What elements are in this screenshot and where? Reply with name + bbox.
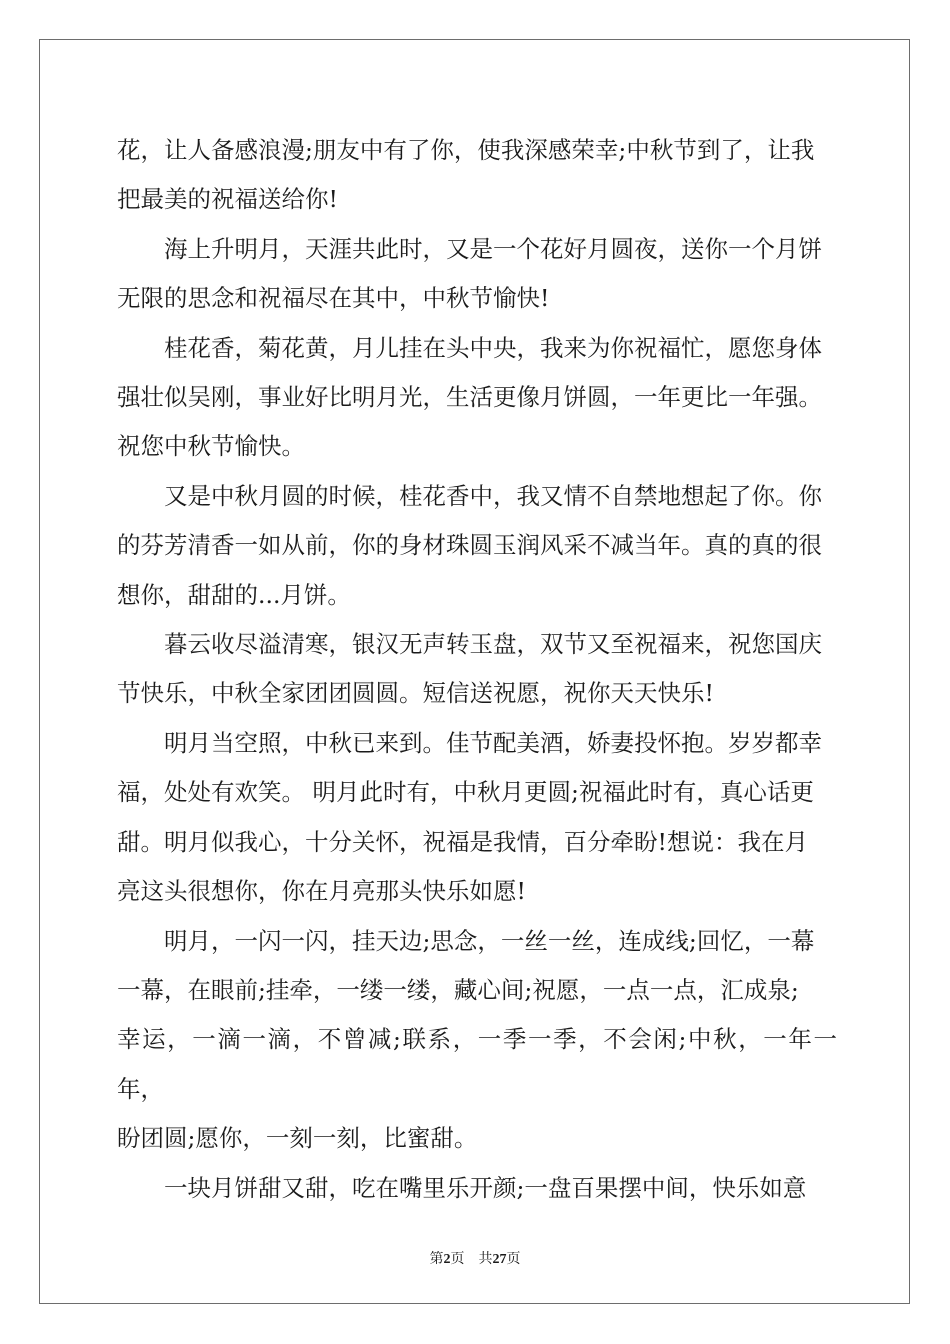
paragraph: 花，让人备感浪漫;朋友中有了你，使我深感荣幸;中秋节到了，让我 把最美的祝福送给你! bbox=[117, 136, 815, 214]
paragraph: 暮云收尽溢清寒，银汉无声转玉盘，双节又至祝福来，祝您国庆 节快乐，中秋全家团团圆圆。短信送祝愿，祝你天天快乐! bbox=[117, 630, 822, 708]
paragraph: 一块月饼甜又甜，吃在嘴里乐开颜;一盘百果摆中间，快乐如意 bbox=[164, 1173, 807, 1202]
page-footer bbox=[0, 1248, 950, 1268]
paragraph: 海上升明月，天涯共此时，又是一个花好月圆夜，送你一个月饼 无限的思念和祝福尽在其中，中秋节愉快! bbox=[117, 234, 822, 313]
total-suffix: 页 bbox=[506, 1252, 521, 1267]
page-prefix: 第 bbox=[429, 1252, 444, 1267]
page-suffix: 页 bbox=[450, 1252, 465, 1267]
paragraph: 又是中秋月圆的时候，桂花香中，我又情不自禁地想起了你。你 的芬芳清香一如从前，你的身材珠圆玉润风采不减当年。真的真的很 想你，甜甜的...月饼。 bbox=[117, 481, 822, 609]
paragraph: 明月，一闪一闪，挂天边;思念，一丝一丝，连成线;回忆，一幕 一幕，在眼前;挂牵，一缕一缕，藏心间;祝愿，一点一点，汇成泉; 幸运，一滴一滴，不曾减;联系，一季一季，不会闲;中秋，一年一年， 盼团圆;愿你，一刻一刻，比蜜甜。 bbox=[117, 926, 837, 1153]
total-prefix: 共 bbox=[478, 1252, 493, 1267]
paragraph: 桂花香，菊花黄，月儿挂在头中央，我来为你祝福忙，愿您身体 强壮似吴刚，事业好比明月光，生活更像月饼圆，一年更比一年强。 祝您中秋节愉快。 bbox=[117, 333, 822, 461]
document-body bbox=[117, 126, 837, 1213]
page-number: 2 bbox=[443, 1252, 451, 1267]
total-pages: 27 bbox=[492, 1252, 507, 1267]
paragraph: 明月当空照，中秋已来到。佳节配美酒，娇妻投怀抱。岁岁都幸 福，处处有欢笑。 明月此时有，中秋月更圆;祝福此时有，真心话更 甜。明月似我心，十分关怀，祝福是我情，百分牵盼!想说：我在月 亮这头很想你，你在月亮那头快乐如愿! bbox=[117, 728, 822, 906]
